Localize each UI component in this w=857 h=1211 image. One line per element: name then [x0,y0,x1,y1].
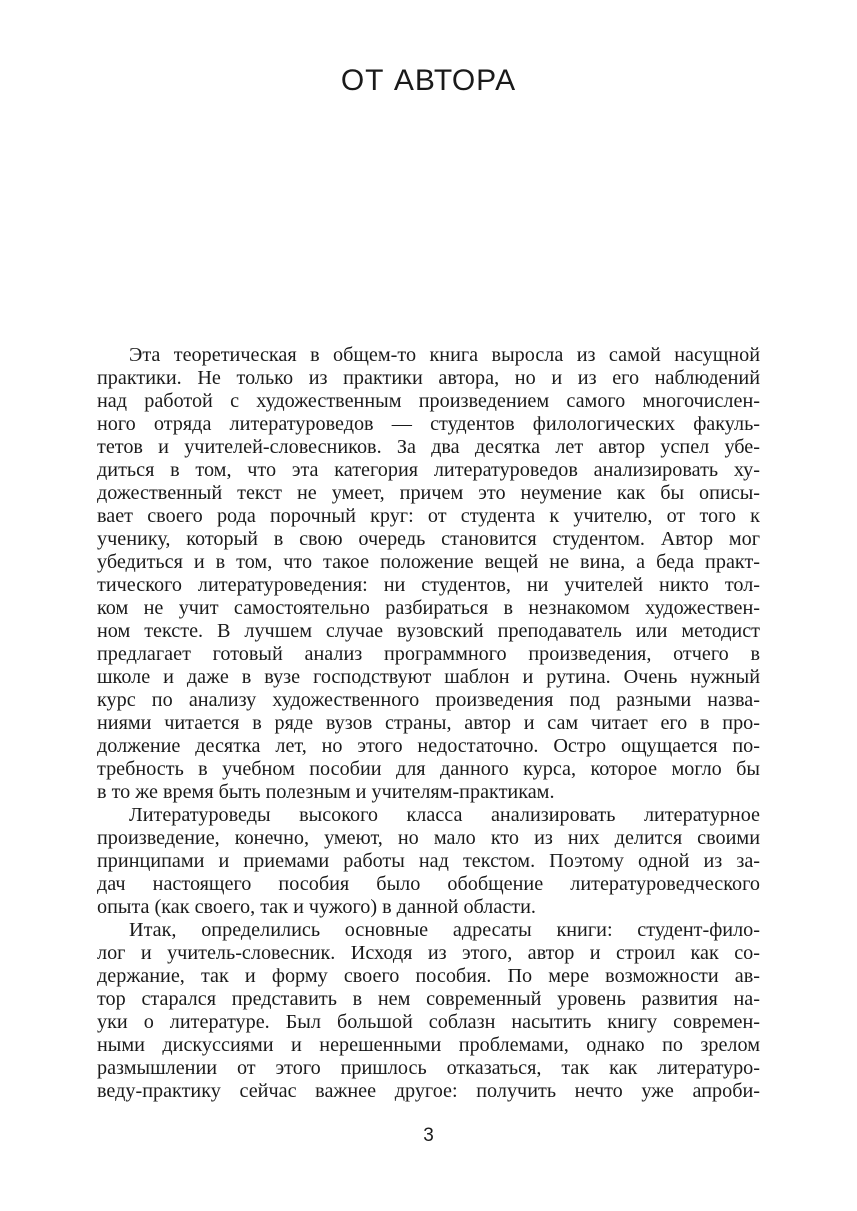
text-line: ученику, который в свою очередь становится студентом. Автор мог [97,528,760,550]
text-line: диться в том, что эта категория литературоведов анализировать ху- [97,459,760,481]
text-line: произведение, конечно, умеют, но мало кто из них делится своими [97,827,760,849]
text-line: Литературоведы высокого класса анализировать литературное [129,804,760,826]
text-line: ными дискуссиями и нерешенными проблемами, однако по зрелом [97,1034,760,1056]
text-line: ком не учит самостоятельно разбираться в незнакомом художествен- [97,597,760,619]
text-line: должение десятка лет, но этого недостаточно. Остро ощущается по- [97,735,760,757]
text-line: держание, так и форму своего пособия. По мере возможности ав- [97,965,760,987]
text-line: веду-практику сейчас важнее другое: получить нечто уже апроби- [97,1080,760,1102]
text-line: Эта теоретическая в общем-то книга выросла из самой насущной [129,344,760,366]
text-line: тор старался представить в нем современный уровень развития на- [97,988,760,1010]
text-line: дожественный текст не умеет, причем это неумение как бы описы- [97,482,760,504]
chapter-title: ОТ АВТОРА [340,64,517,97]
text-line: уки о литературе. Был большой соблазн насытить книгу современ- [97,1011,760,1033]
text-line: ного отряда литературоведов — студентов филологических факуль- [97,413,760,435]
text-line: дач настоящего пособия было обобщение литературоведческого [97,873,760,895]
text-line: тического литературоведения: ни студентов, ни учителей никто тол- [97,574,760,596]
text-line: вает своего рода порочный круг: от студента к учителю, от того к [97,505,760,527]
text-line: требность в учебном пособии для данного курса, которое могло бы [97,758,760,780]
text-line: школе и даже в вузе господствуют шаблон и рутина. Очень нужный [97,666,760,688]
text-line: ном тексте. В лучшем случае вузовский преподаватель или методист [97,620,760,642]
text-line: предлагает готовый анализ программного произведения, отчего в [97,643,760,665]
page-number: 3 [423,1125,434,1146]
text-line: убедиться и в том, что такое положение вещей не вина, а беда практ- [97,551,760,573]
text-line: размышлении от этого пришлось отказаться, так как литературо- [97,1057,760,1079]
paragraph [97,804,760,919]
text-line: в то же время быть полезным и учителям-практикам. [97,781,555,803]
text-line: Итак, определились основные адресаты книги: студент-фило- [129,919,760,941]
body-text [97,344,760,1103]
text-line: опыта (как своего, так и чужого) в данной области. [97,896,536,918]
paragraph [97,919,760,1103]
text-line: практики. Не только из практики автора, но и из его наблюдений [97,367,760,389]
text-line: принципами и приемами работы над текстом. Поэтому одной из за- [97,850,760,872]
text-line: ниями читается в ряде вузов страны, автор и сам читает его в про- [97,712,760,734]
text-line: над работой с художественным произведением самого многочислен- [97,390,760,412]
text-line: лог и учитель-словесник. Исходя из этого, автор и строил как со- [97,942,760,964]
text-line: тетов и учителей-словесников. За два десятка лет автор успел убе- [97,436,760,458]
paragraph [97,344,760,804]
text-line: курс по анализу художественного произведения под разными назва- [97,689,760,711]
